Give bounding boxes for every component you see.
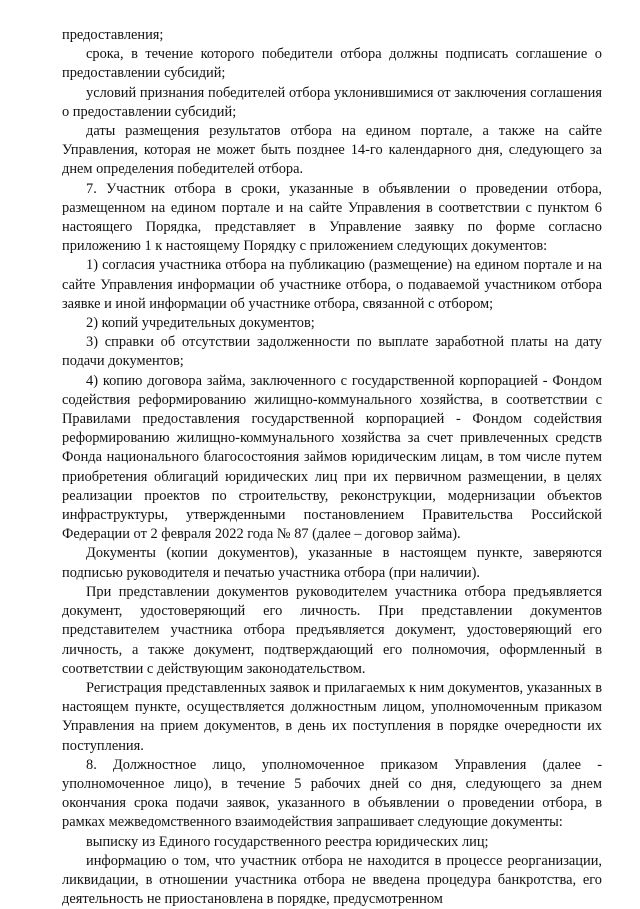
list-item: 2) копий учредительных документов; [86, 315, 315, 332]
paragraph: информацию о том, что участник отбора не находится в процессе реорганизации, ликвидации, в отношении участника отбора не введена процедура банкротства, его деятельность не приостановлена в порядке, предусмотренном [62, 852, 602, 908]
paragraph: предоставления; [62, 27, 164, 43]
document-page [62, 26, 602, 909]
paragraph: Регистрация представленных заявок и прилагаемых к ним документов, указанных в настоящем пункте, осуществляется должностным лицом, уполномоченным приказом Управления на прием документов, в день их поступления в порядке очередности их поступления. [62, 679, 602, 754]
list-item: 3) справки об отсутствии задолженности по выплате заработной платы на дату подачи документов; [62, 334, 602, 370]
paragraph: даты размещения результатов отбора на едином портале, а также на сайте Управления, которая не может быть позднее 14-го календарного дня, следующего за днем определения победителей отбора. [62, 123, 602, 178]
paragraph-item-8: 8. Должностное лицо, уполномоченное приказом Управления (далее - уполномоченное лицо), в течение 5 рабочих дней со дня, следующего за днем окончания срока подачи заявок, указанного в объявлении о проведении отбора, в рамках межведомственного взаимодействия запрашивает следующие документы: [62, 756, 602, 831]
list-item: 4) копию договора займа, заключенного с государственной корпорацией - Фондом содействия реформированию жилищно-коммунального хозяйства, в соответствии с Правилами предоставления государственной корпорацией - Фондом содействия реформированию жилищно-коммунального хозяйства за счет привлеченных средств Фонда национального благосостояния займов юридическим лицам, в том числе путем приобретения облигаций юридических лиц при их первичном размещении, в целях реализации проектов по строительству, реконструкции, модернизации объектов инфраструктуры, утвержденными постановлением Правительства Российской Федерации от 2 февраля 2022 года № 87 (далее – договор займа). [62, 372, 602, 543]
paragraph: выписку из Единого государственного реестра юридических лиц; [86, 833, 489, 850]
paragraph-item-7: 7. Участник отбора в сроки, указанные в объявлении о проведении отбора, размещенном на едином портале и на сайте Управления в соответствии с пунктом 6 настоящего Порядка, представляет в Управление заявку по форме согласно приложению 1 к настоящему Порядку с приложением следующих документов: [62, 180, 602, 255]
paragraph: При представлении документов руководителем участника отбора предъявляется документ, удостоверяющий его личность. При представлении документов представителем участника отбора предъявляется документ, удостоверяющий его личность, а также документ, подтверждающий его полномочия, оформленный в соответствии с действующим законодательством. [62, 583, 602, 677]
paragraph: срока, в течение которого победители отбора должны подписать соглашение о предоставлении субсидий; [62, 46, 602, 82]
list-item: 1) согласия участника отбора на публикацию (размещение) на едином портале и на сайте Управления информации об участнике отбора, о подаваемой участником отбора заявке и иной информации об участнике отбора, связанной с отбором; [62, 257, 602, 312]
paragraph: условий признания победителей отбора уклонившимися от заключения соглашения о предоставлении субсидий; [62, 84, 602, 120]
paragraph: Документы (копии документов), указанные в настоящем пункте, заверяются подписью руководителя и печатью участника отбора (при наличии). [62, 545, 602, 581]
